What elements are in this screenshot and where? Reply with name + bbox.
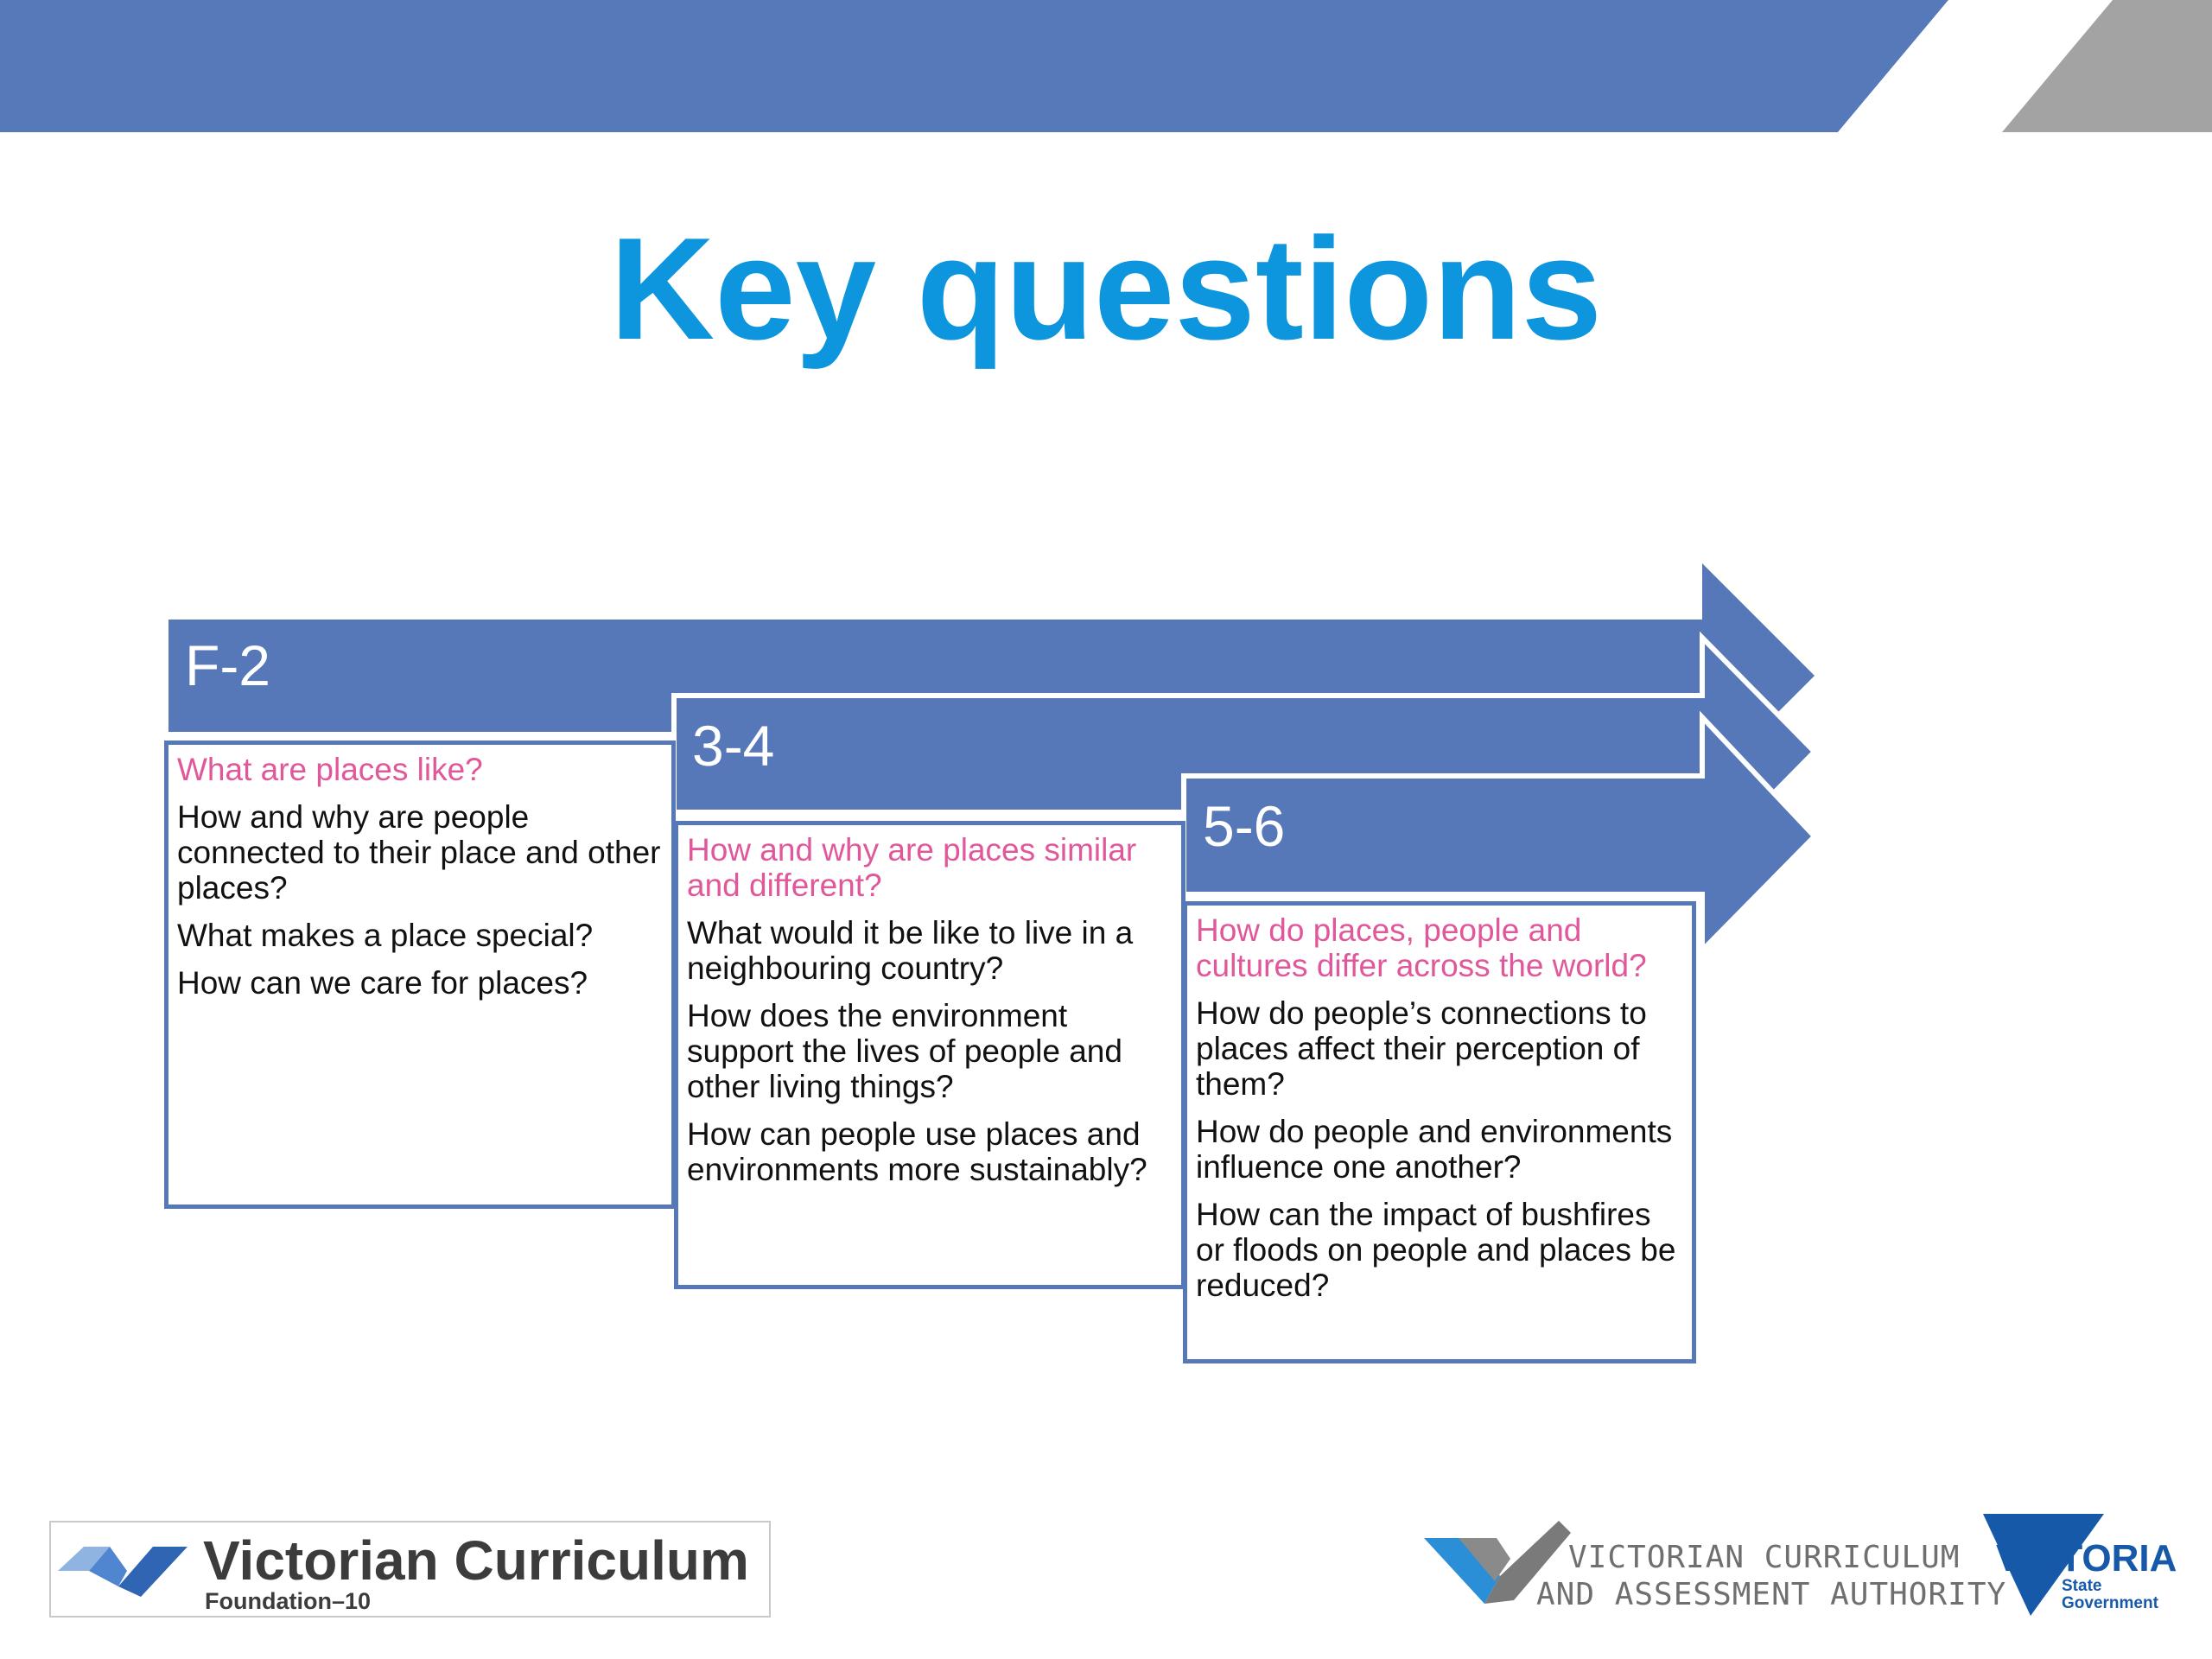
question-item: How do people’s connections to places affect their perception of them? [1196,995,1647,1102]
slide-title: Key questions [609,207,1603,370]
question-item: How can people use places and environments more sustainably? [687,1116,1147,1187]
question-item: How can the impact of bushfires or floods on people and places be reduced? [1196,1197,1676,1303]
vcaa-logo-line1: VICTORIAN CURRICULUM [1568,1540,1961,1575]
question-item: How do people and environments influence one another? [1196,1114,1673,1185]
vc-logo-title: Victorian Curriculum [203,1529,749,1592]
victoria-logo-state: State [2062,1577,2102,1595]
question-box-5-6 [1183,901,1696,1363]
question-item: How and why are people connected to their place and other places? [177,799,661,906]
lead-question: How and why are places similar and different? [687,832,1137,903]
lead-question: How do places, people and cultures differ across the world? [1196,912,1647,983]
victoria-logo-title: VICTORIA [1996,1537,2177,1580]
vc-logo-subtitle: Foundation–10 [205,1588,372,1614]
vc-logo-mark-icon [58,1536,196,1597]
stage-label-5-6: 5-6 [1203,794,1286,858]
question-item: What makes a place special? [177,918,594,953]
question-item: How does the environment support the lives of people and other living things? [687,998,1122,1104]
victorian-curriculum-logo [49,1521,771,1618]
vcaa-logo-line2: AND ASSESSMENT AUTHORITY [1536,1577,2007,1612]
lead-question: What are places like? [177,752,483,787]
question-item: How can we care for places? [177,965,588,1001]
question-box-f-2 [164,741,676,1209]
stage-label-f-2: F-2 [185,633,270,697]
question-item: What would it be like to live in a neighbouring country? [687,915,1134,986]
victoria-logo-government: Government [2062,1594,2158,1612]
stage-label-3-4: 3-4 [692,714,775,778]
question-box-3-4 [674,821,1185,1289]
